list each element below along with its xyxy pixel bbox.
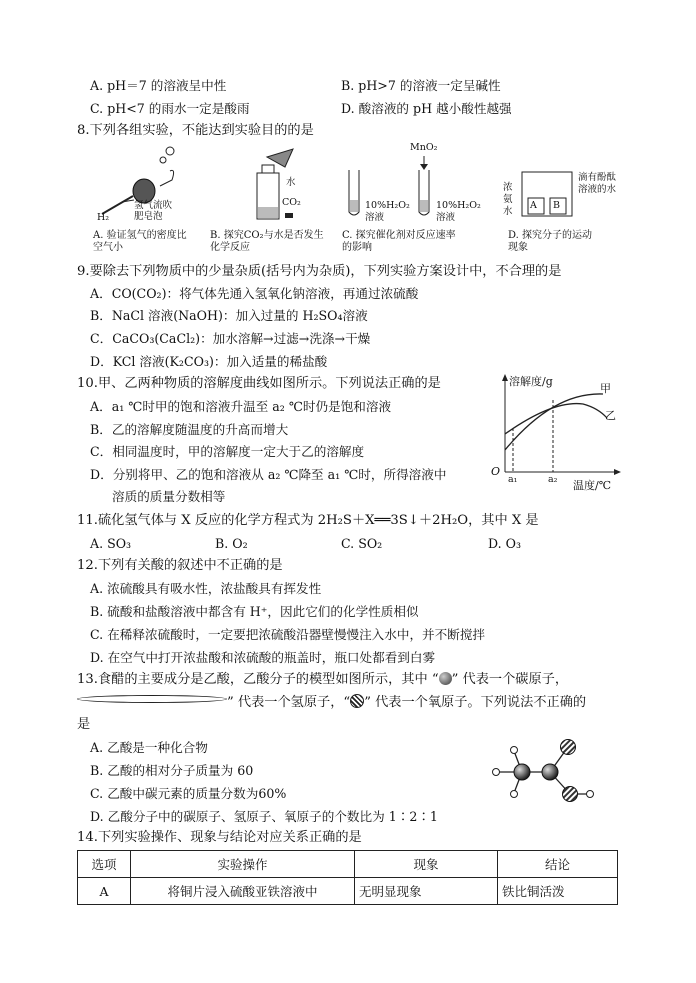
q13-stem-a: 13.食醋的主要成分是乙酸，乙酸分子的模型如图所示，其中 “ [77, 672, 439, 687]
q8c-caption: C. 探究催化剂对反应速率的影响 [342, 230, 456, 253]
q12-option-d: D. 在空气中打开浓盐酸和浓硫酸的瓶盖时，瓶口处都看到白雾 [90, 650, 436, 665]
graph-origin-label: O [491, 465, 501, 478]
table-header-option: 选项 [78, 851, 131, 878]
q13-stem-part1 [77, 671, 568, 689]
q7-option-b: B. pH>7 的溶液一定呈碱性 [341, 78, 501, 93]
q9-option-c: C．CaCO₃(CaCl₂)：加水溶解→过滤→洗涤→干燥 [90, 331, 371, 346]
graph-xlabel: 温度/℃ [573, 479, 612, 492]
q8b-water-label: 水 [286, 177, 296, 188]
q10-option-b: B．乙的溶解度随温度的升高而增大 [90, 422, 289, 437]
q13-stem-e: 是 [77, 717, 91, 732]
hydrogen-atom-icon [77, 695, 227, 703]
table-header-operation: 实验操作 [131, 851, 355, 878]
q8c-right-label: 10%H₂O₂溶液 [436, 200, 481, 223]
graph-ylabel: 溶解度/g [509, 375, 553, 388]
q8d-label-b: B [553, 200, 560, 211]
q12-stem: 12.下列有关酸的叙述中不正确的是 [77, 558, 283, 573]
graph-yi-label: 乙 [605, 409, 616, 422]
q8b-caption: B. 探究CO₂与水是否发生化学反应 [210, 230, 324, 253]
table-header-conclusion: 结论 [498, 851, 618, 878]
q8c-left-label: 10%H₂O₂溶液 [365, 200, 410, 223]
q9-option-d: D．KCl 溶液(K₂CO₃)：加入适量的稀盐酸 [90, 354, 328, 369]
table-row [78, 878, 618, 905]
oxygen-atom-icon [350, 694, 364, 708]
q14-table [77, 850, 618, 905]
q8b-co2-label: CO₂ [282, 197, 301, 208]
q13-stem-d: ” 代表一个氧原子。下列说法不正确的 [364, 695, 587, 710]
q8a-balloon-label: 氢气流吹肥皂泡 [134, 200, 173, 222]
q10-option-a: A．a₁ ℃时甲的饱和溶液升温至 a₂ ℃时仍是饱和溶液 [90, 399, 392, 414]
q7-option-c: C. pH<7 的雨水一定是酸雨 [90, 101, 250, 116]
q12-option-a: A. 浓硫酸具有吸水性，浓盐酸具有挥发性 [90, 581, 322, 596]
q7-option-a: A. pH＝7 的溶液呈中性 [90, 78, 227, 93]
q8c-mno2-label: MnO₂ [410, 142, 438, 153]
q11-stem: 11.硫化氢气体与 X 反应的化学方程式为 2H₂S＋X══3S↓＋2H₂O，其中 X 是 [77, 513, 539, 528]
q8-figure-d [520, 170, 576, 220]
q11-option-a: A. SO₃ [90, 536, 132, 551]
q13-stem-b: ” 代表一个碳原子， [451, 672, 569, 687]
q10-option-c: C．相同温度时，甲的溶解度一定大于乙的溶解度 [90, 444, 365, 459]
carbon-atom-icon [439, 672, 452, 685]
q12-option-b: B. 硫酸和盐酸溶液中都含有 H⁺，因此它们的化学性质相似 [90, 604, 419, 619]
table-cell-phenomenon: 无明显现象 [355, 878, 498, 905]
q12-option-c: C. 在稀释浓硫酸时，一定要把浓硫酸沿器壁慢慢注入水中，并不断搅拌 [90, 627, 486, 642]
table-header-phenomenon: 现象 [355, 851, 498, 878]
q8d-label-a: A [530, 200, 537, 211]
q8d-caption: D. 探究分子的运动现象 [508, 230, 593, 253]
q8d-right-label: 滴有酚酞溶液的水 [578, 172, 617, 195]
table-header-row [78, 851, 618, 878]
q14-stem: 14.下列实验操作、现象与结论对应关系正确的是 [77, 830, 362, 845]
q8a-caption: A. 验证氢气的密度比空气小 [93, 230, 187, 253]
q13-option-b: B. 乙酸的相对分子质量为 60 [90, 763, 254, 778]
q9-option-b: B．NaCl 溶液(NaOH)：加入过量的 H₂SO₄溶液 [90, 308, 368, 323]
q13-molecule-model [488, 736, 596, 808]
q11-option-b: B. O₂ [215, 536, 248, 551]
q9-option-a: A．CO(CO₂)：将气体先通入氢氧化钠溶液，再通过浓硫酸 [90, 286, 419, 301]
graph-a1-label: a₁ [508, 474, 518, 485]
q8-stem: 8.下列各组实验，不能达到实验目的的是 [77, 123, 314, 138]
q13-stem-c: ” 代表一个氢原子，“ [227, 695, 351, 710]
q11-option-c: C. SO₂ [341, 536, 383, 551]
table-cell-operation: 将铜片浸入硫酸亚铁溶液中 [131, 878, 355, 905]
q8a-h2-label: H₂ [97, 212, 110, 223]
table-cell-conclusion: 铁比铜活泼 [498, 878, 618, 905]
q8d-ammonia-label: 浓氨水 [503, 182, 513, 217]
q13-option-d: D. 乙酸分子中的碳原子、氢原子、氧原子的个数比为 1∶2∶1 [90, 809, 438, 824]
q8-figure-b [245, 145, 315, 227]
q13-option-c: C. 乙酸中碳元素的质量分数为60% [90, 786, 287, 801]
q13-option-a: A. 乙酸是一种化合物 [90, 740, 208, 755]
q13-stem-part2 [77, 694, 586, 712]
q10-option-d-line1: D．分别将甲、乙的饱和溶液从 a₂ ℃降至 a₁ ℃时，所得溶液中 [90, 467, 447, 482]
q7-option-d: D. 酸溶液的 pH 越小酸性越强 [341, 101, 512, 116]
graph-a2-label: a₂ [548, 474, 558, 485]
table-cell-option: A [78, 878, 131, 905]
q10-option-d-line2: 溶质的质量分数相等 [112, 489, 226, 504]
graph-jia-label: 甲 [600, 382, 611, 395]
q11-option-d: D. O₃ [488, 536, 522, 551]
q9-stem: 9.要除去下列物质中的少量杂质(括号内为杂质)，下列实验方案设计中，不合理的是 [77, 264, 562, 279]
q10-stem: 10.甲、乙两种物质的溶解度曲线如图所示。下列说法正确的是 [77, 376, 441, 391]
